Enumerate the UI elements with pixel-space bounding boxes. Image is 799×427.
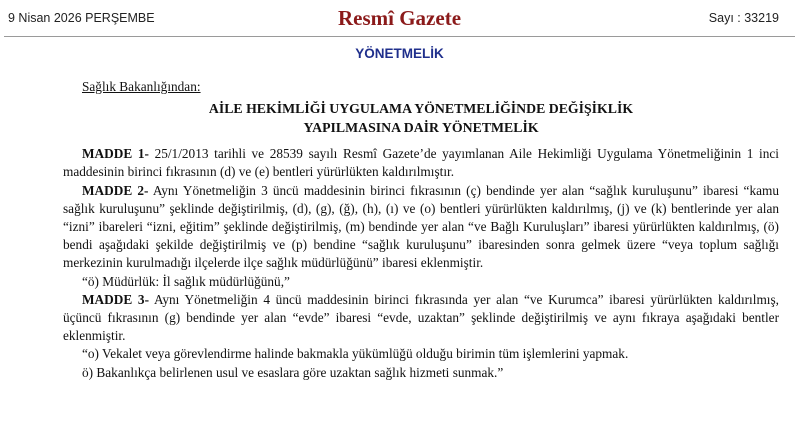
article-3 bbox=[63, 291, 779, 346]
amended-clause bbox=[63, 273, 779, 291]
article-text: Aynı Yönetmeliğin 4 üncü maddesinin birinci fıkrasında yer alan “ve Kurumca” ibaresi yürürlükten kaldırılmış, üçüncü fıkrasının (g) bendinde yer alan “evde” ibaresi “evde, uzaktan” şeklinde değiştirilmiş ve aynı fıkraya aşağıdaki bentler eklenmiştir. bbox=[63, 291, 779, 344]
issue-date: 9 Nisan 2026 PERŞEMBE bbox=[8, 11, 155, 25]
article-text: Aynı Yönetmeliğin 3 üncü maddesinin birinci fıkrasının (ç) bendinde yer alan “sağlık kuruluşunu” ibaresi “kamu sağlık kuruluşunu” şeklinde değiştirilmiş, (d), (g), (ğ), (h), (ı) ve (o) bentleri yürürlükten kaldırılmış, (j) ve (k) bentlerinde yer alan “izni” ibareleri “izni, eğitim” şeklinde değiştirilmiş, (m) bendinde yer alan “ve Bağlı Kuruluşları” ibaresi yürürlükten kaldırılmış, (ö) bendi aşağıdaki şekilde değiştirilmiş ve (p) bendine “sağlık kuruluşunu” ibaresinden sonra gelmek üzere “veya toplum sağlığı merkezinin kurulmadığı ilçelerde ilçe sağlık müdürlüğünü” ibaresi eklenmiştir. bbox=[63, 182, 779, 271]
added-clause-o bbox=[63, 345, 779, 363]
gazette-header bbox=[0, 0, 799, 38]
regulation-title bbox=[63, 100, 779, 137]
article-number: MADDE 1- bbox=[82, 146, 149, 162]
article-number: MADDE 2- bbox=[82, 182, 149, 198]
clause-text: “o) Vekalet veya görevlendirme halinde bakmakla yükümlüğü olduğu birimin tüm işlemlerini yapmak. bbox=[82, 346, 629, 362]
gazette-title: Resmî Gazete bbox=[337, 6, 462, 30]
regulation-document bbox=[63, 78, 779, 382]
article-text: 25/1/2013 tarihli ve 28539 sayılı Resmî Gazete’de yayımlanan Aile Hekimliği Uygulama Yönetmeliğinin 1 inci maddesinin birinci fıkrasının (d) ve (e) bentleri yürürlükten kaldırılmıştır. bbox=[63, 146, 779, 180]
issuing-ministry: Sağlık Bakanlığından: bbox=[82, 79, 201, 94]
clause-text: ö) Bakanlıkça belirlenen usul ve esaslara göre uzaktan sağlık hizmeti sunmak.” bbox=[82, 364, 504, 380]
issue-number: Sayı : 33219 bbox=[708, 11, 779, 25]
header-divider bbox=[4, 36, 795, 37]
regulation-title-line-2: YAPILMASINA DAİR YÖNETMELİK bbox=[303, 119, 539, 135]
article-1 bbox=[63, 145, 779, 181]
article-number: MADDE 3- bbox=[82, 291, 149, 307]
added-clause-oe bbox=[63, 364, 779, 382]
regulation-title-line-1: AİLE HEKİMLİĞİ UYGULAMA YÖNETMELİĞİNDE DEĞİŞİKLİK bbox=[208, 101, 634, 117]
section-heading: YÖNETMELİK bbox=[355, 46, 444, 61]
article-2 bbox=[63, 182, 779, 273]
clause-text: “ö) Müdürlük: İl sağlık müdürlüğünü,” bbox=[82, 273, 290, 289]
